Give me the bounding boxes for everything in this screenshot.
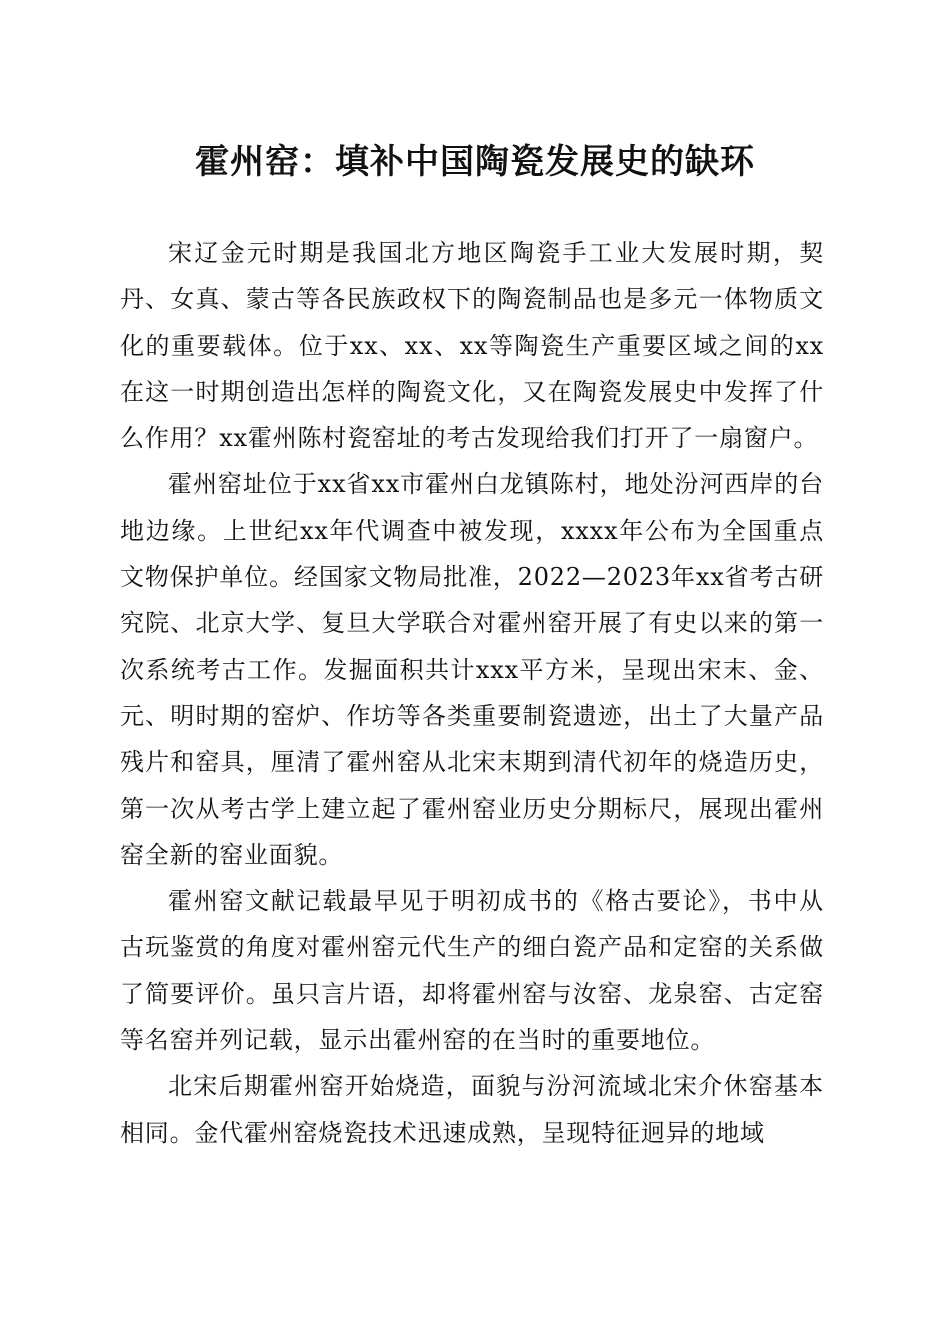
paragraph-3: 霍州窑文献记载最早见于明初成书的《格古要论》，书中从古玩鉴赏的角度对霍州窑元代生产的细白瓷产品和定窑的关系做了简要评价。虽只言片语，却将霍州窑与汝窑、龙泉窑、古定窑等名窑并列记载，显示出霍州窑的在当时的重要地位。 <box>120 887 824 1055</box>
paragraph-1: 宋辽金元时期是我国北方地区陶瓷手工业大发展时期，契丹、女真、蒙古等各民族政权下的陶瓷制品也是多元一体物质文化的重要载体。位于xx、xx、xx等陶瓷生产重要区域之间的xx在这一时期创造出怎样的陶瓷文化，又在陶瓷发展史中发挥了什么作用？xx霍州陈村瓷窑址的考古发现给我们打开了一扇窗户。 <box>120 239 824 453</box>
paragraph-4: 北宋后期霍州窑开始烧造，面貌与汾河流域北宋介休窑基本相同。金代霍州窑烧瓷技术迅速成熟，呈现特征迥异的地域 <box>120 1072 824 1147</box>
document-body <box>120 230 824 1156</box>
document-title: 霍州窑：填补中国陶瓷发展史的缺环 <box>195 142 755 182</box>
paragraph-2: 霍州窑址位于xx省xx市霍州白龙镇陈村，地处汾河西岸的台地边缘。上世纪xx年代调查中被发现，xxxx年公布为全国重点文物保护单位。经国家文物局批准，2022—2023年xx省考古研究院、北京大学、复旦大学联合对霍州窑开展了有史以来的第一次系统考古工作。发掘面积共计xxx平方米，呈现出宋末、金、元、明时期的窑炉、作坊等各类重要制瓷遗迹，出土了大量产品残片和窑具，厘清了霍州窑从北宋末期到清代初年的烧造历史，第一次从考古学上建立起了霍州窑业历史分期标尺，展现出霍州窑全新的窑业面貌。 <box>120 470 824 869</box>
